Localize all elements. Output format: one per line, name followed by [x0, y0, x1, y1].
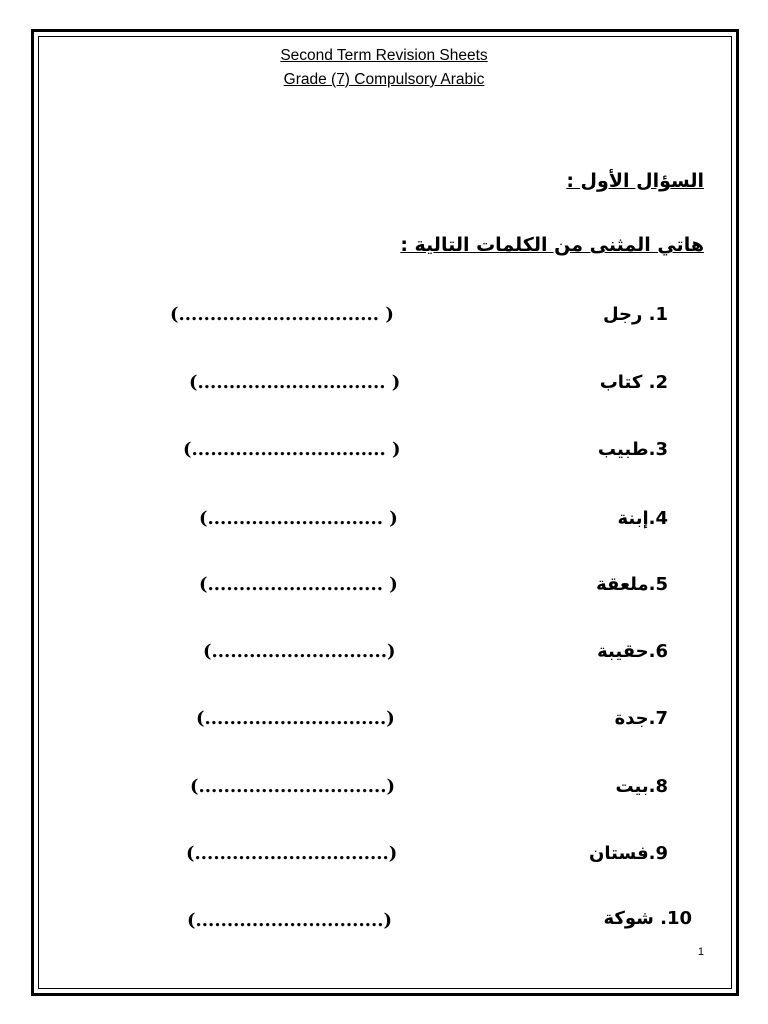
header-line-1: Second Term Revision Sheets: [280, 47, 488, 64]
item-word-8: 8.بيت: [615, 776, 668, 797]
item-answer-1: (................................ ): [170, 304, 394, 325]
item-answer-5: (............................ ): [199, 574, 398, 595]
item-answer-4: (............................ ): [199, 508, 398, 529]
item-answer-8: (..............................): [190, 776, 396, 797]
item-word-10: 10. شوكة: [603, 908, 692, 929]
item-answer-10: (..............................): [187, 910, 393, 931]
item-answer-7: (.............................): [196, 708, 395, 729]
item-answer-9: (...............................): [186, 843, 398, 864]
item-word-2: 2. كتاب: [599, 372, 668, 393]
page-number: 1: [697, 946, 704, 958]
item-word-3: 3.طبيب: [597, 439, 668, 460]
item-answer-3: (............................... ): [183, 439, 401, 460]
item-word-5: 5.ملعقة: [596, 574, 668, 595]
question-instruction: هاتي المثنى من الكلمات التالية :: [400, 234, 704, 256]
item-answer-2: (.............................. ): [189, 372, 401, 393]
item-word-1: 1. رجل: [602, 304, 668, 325]
item-answer-6: (............................): [203, 641, 396, 662]
header-line-2: Grade (7) Compulsory Arabic: [283, 71, 485, 88]
question-title: السؤال الأول :: [566, 170, 704, 192]
item-word-4: 4.إبنة: [617, 508, 668, 529]
item-word-7: 7.جدة: [614, 708, 668, 729]
item-word-6: 6.حقيبة: [597, 641, 668, 662]
item-word-9: 9.فستان: [589, 843, 668, 864]
